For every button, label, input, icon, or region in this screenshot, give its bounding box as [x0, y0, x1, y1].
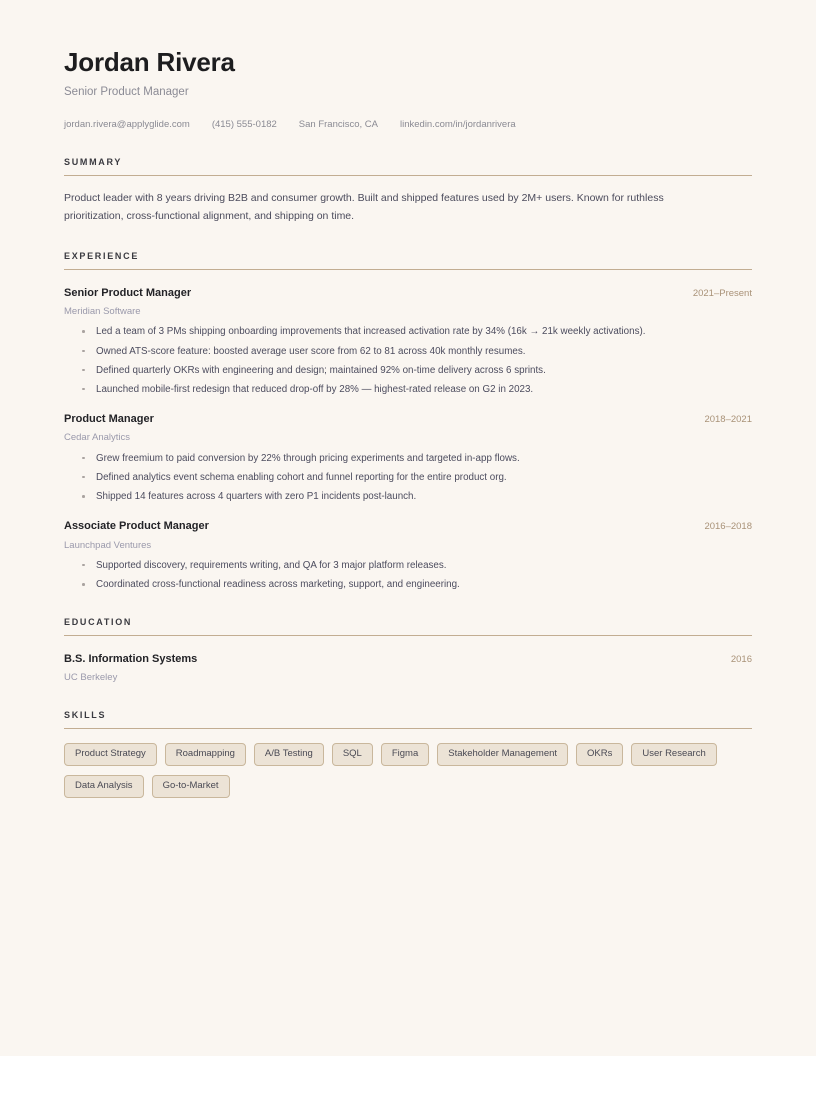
- entry-header: [64, 287, 752, 300]
- job-dates: 2016–2018: [704, 521, 752, 533]
- job-bullets: [64, 325, 752, 396]
- skill-chip[interactable]: User Research: [631, 743, 716, 766]
- section-divider-education: [64, 635, 752, 636]
- skill-chip[interactable]: Go-to-Market: [152, 775, 230, 798]
- entry-header: [64, 653, 752, 666]
- skill-chip[interactable]: OKRs: [576, 743, 623, 766]
- experience-entry: [64, 287, 752, 396]
- degree-year: 2016: [730, 654, 752, 666]
- page-outside-area: [0, 1056, 816, 1100]
- entry-header: [64, 520, 752, 533]
- education-entry: [64, 653, 752, 684]
- degree-title: B.S. Information Systems: [64, 653, 198, 666]
- section-title-experience: EXPERIENCE: [64, 250, 140, 261]
- skill-chip[interactable]: Product Strategy: [64, 743, 157, 766]
- school-name: UC Berkeley: [64, 672, 118, 684]
- section-divider-experience: [64, 269, 752, 270]
- section-skills: [64, 710, 752, 808]
- skill-chip[interactable]: Figma: [381, 743, 429, 766]
- job-bullet: Led a team of 3 PMs shipping onboarding improvements that increased activation rate by 34% (16k → 21k weekly activations).: [82, 325, 752, 338]
- skill-chip[interactable]: Data Analysis: [64, 775, 144, 798]
- resume-content-column: [64, 0, 752, 807]
- job-dates: 2021–Present: [692, 287, 752, 299]
- job-bullet: Owned ATS-score feature: boosted average user score from 62 to 81 across 40k monthly resumes.: [82, 345, 752, 358]
- section-divider-summary: [64, 175, 752, 176]
- job-bullet: Shipped 14 features across 4 quarters with zero P1 incidents post-launch.: [82, 490, 752, 503]
- job-company: Meridian Software: [64, 305, 141, 317]
- candidate-name: Jordan Rivera: [64, 47, 235, 77]
- section-title-education: EDUCATION: [64, 617, 133, 628]
- job-company: Launchpad Ventures: [64, 539, 152, 551]
- section-experience: [64, 251, 752, 592]
- job-bullets: [64, 452, 752, 504]
- skill-chip[interactable]: Roadmapping: [165, 743, 246, 766]
- job-bullet: Defined analytics event schema enabling cohort and funnel reporting for the entire product org.: [82, 471, 752, 484]
- job-bullet: Launched mobile-first redesign that reduced drop-off by 28% — highest-rated release on G2 in 2023.: [82, 383, 752, 396]
- section-summary: [64, 157, 752, 225]
- section-divider-skills: [64, 728, 752, 729]
- section-education: [64, 617, 752, 683]
- job-dates: 2018–2021: [704, 414, 752, 426]
- job-bullet: Supported discovery, requirements writing, and QA for 3 major platform releases.: [82, 559, 752, 572]
- contact-linkedin[interactable]: linkedin.com/in/jordanrivera: [400, 118, 516, 130]
- job-bullet: Grew freemium to paid conversion by 22% through pricing experiments and targeted in-app flows.: [82, 452, 752, 465]
- experience-entry: [64, 520, 752, 591]
- entry-header: [64, 413, 752, 426]
- section-title-skills: SKILLS: [64, 709, 107, 720]
- skill-chip[interactable]: SQL: [332, 743, 373, 766]
- candidate-role: Senior Product Manager: [64, 85, 189, 98]
- job-bullet: Defined quarterly OKRs with engineering and design; maintained 92% on-time delivery across 6 sprints.: [82, 364, 752, 377]
- contact-row: [64, 119, 752, 131]
- contact-location: San Francisco, CA: [298, 118, 378, 130]
- job-title: Product Manager: [64, 413, 154, 426]
- skills-chip-list: [64, 743, 752, 808]
- contact-email[interactable]: jordan.rivera@applyglide.com: [64, 118, 190, 130]
- job-bullet: Coordinated cross-functional readiness across marketing, support, and engineering.: [82, 578, 752, 591]
- section-title-summary: SUMMARY: [64, 157, 123, 168]
- job-title: Senior Product Manager: [64, 286, 192, 299]
- contact-phone[interactable]: (415) 555-0182: [211, 118, 277, 130]
- job-bullets: [64, 559, 752, 591]
- resume-header: [64, 0, 752, 131]
- skill-chip[interactable]: Stakeholder Management: [437, 743, 568, 766]
- skill-chip[interactable]: A/B Testing: [254, 743, 324, 766]
- job-company: Cedar Analytics: [64, 432, 131, 444]
- job-title: Associate Product Manager: [64, 520, 209, 533]
- experience-entry: [64, 413, 752, 503]
- summary-paragraph: Product leader with 8 years driving B2B and consumer growth. Built and shipped features used by 2M+ users. Known for ruthless prioritization, cross-functional alignment, and shipping on time.: [64, 191, 664, 222]
